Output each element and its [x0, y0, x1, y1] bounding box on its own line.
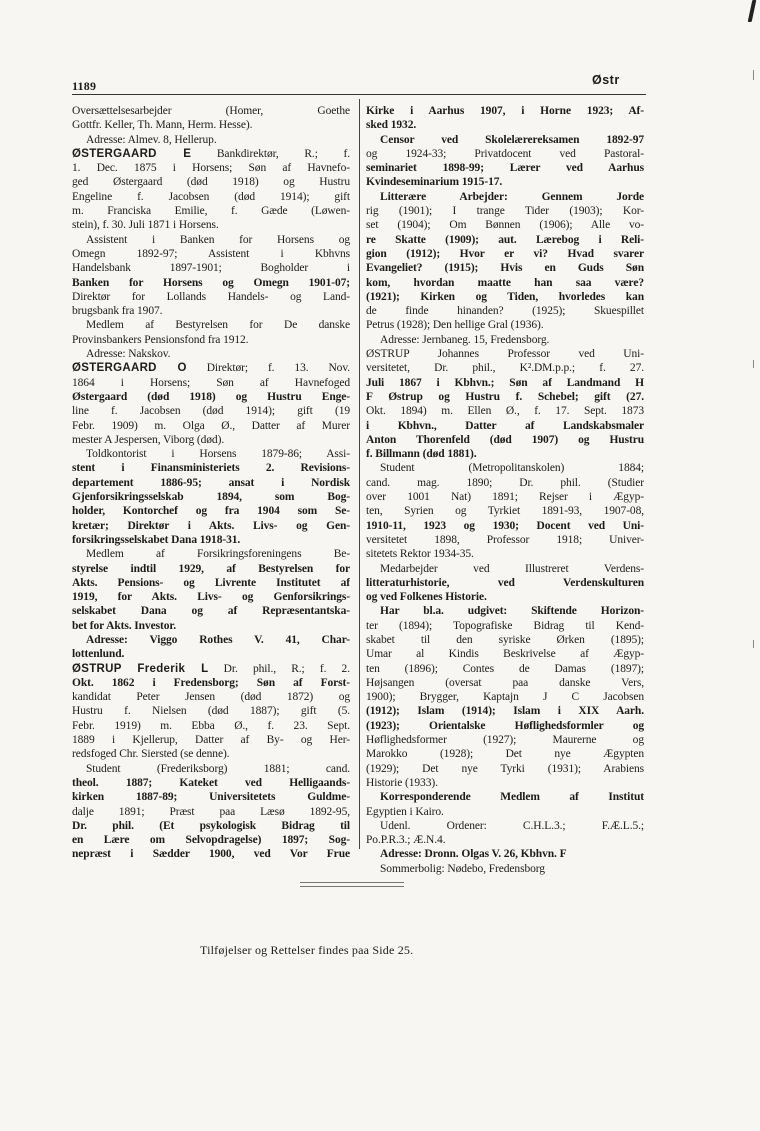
text-line: sitetets Rektor 1934-35. — [366, 548, 474, 561]
text-line: Adresse: Dronn. Olgas V. 26, Kbhvn. F — [380, 848, 567, 861]
text-line: selskabet Dana og af Repræsentantska- — [72, 605, 350, 618]
text-line: departement 1886-95; ansat i Nordisk — [72, 476, 350, 489]
entry-headword-line: ØSTERGAARD E Bankdirektør, R.; f. — [72, 147, 350, 160]
text-line: ten (1896); Contes de Damas (1897); — [366, 662, 644, 675]
text-line: Medarbejder ved Illustreret Verdens- — [380, 562, 644, 575]
text-line: Febr. 1919) m. Ebba Ø., f. 23. Sept. — [72, 719, 350, 732]
text-line: mester A Jespersen, Viborg (død). — [72, 433, 225, 446]
text-line: Okt. 1862 i Fredensborg; Søn af Forst- — [72, 676, 350, 689]
text-line: Evangeliet? (1915); Hvis en Guds Søn — [366, 262, 644, 275]
text-line: holder, Kontorchef og fra 1904 som Se- — [72, 505, 350, 518]
scan-edge-tick — [753, 640, 754, 648]
text-line: Udenl. Ordener: C.H.L.3.; F.Æ.L.5.; — [380, 819, 644, 832]
text-line: Dr. phil. (Et psykologisk Bidrag til — [72, 819, 350, 832]
text-line: Hustru f. Nielsen (død 1887); gift (5. — [72, 705, 350, 718]
text-line: skabet til den syriske Ørken (1895); — [366, 633, 644, 646]
text-line: Adresse: Almev. 8, Hellerup. — [86, 133, 217, 146]
right-column — [366, 104, 644, 876]
text-line: styrelse indtil 1929, af Bestyrelsen for — [72, 562, 350, 575]
text-line: Assistent i Banken for Horsens og — [86, 233, 350, 246]
text-line: Student (Frederiksborg) 1881; cand. — [86, 762, 350, 775]
text-line: Kvindeseminarium 1915-17. — [366, 176, 503, 189]
bottom-rule-upper — [300, 882, 404, 883]
text-line: og 1924-33; Privatdocent ved Pastoral- — [366, 147, 644, 160]
text-line: stent i Finansministeriets 2. Revisions- — [72, 462, 350, 475]
text-line: m. Franciska Emilie, f. Gæde (Løwen- — [72, 205, 350, 218]
entry-headword: ØSTERGAARD O — [72, 362, 187, 375]
text-line: re Skatte (1909); aut. Lærebog i Reli- — [366, 233, 644, 246]
text-line: ten, Syrien og Tyrkiet 1891-93, 1907-08, — [366, 505, 644, 518]
text-line: dalje 1891; Præst paa Læsø 1892-95, — [72, 805, 350, 818]
text-line: (1912); Islam (1914); Islam i XIX Aarh. — [366, 705, 644, 718]
text-line: nepræst i Sædder 1900, ved Vor Frue — [72, 848, 350, 861]
text-line: de finde hinanden? (1925); Skuespillet — [366, 305, 644, 318]
text-line: Juli 1867 i Kbhvn.; Søn af Landmand H — [366, 376, 644, 389]
text-line: ter (1894); Topografiske Bidrag til Kend- — [366, 619, 644, 632]
text-line: (1923); Orientalske Høflighedsformler og — [366, 719, 644, 732]
text-line: Kirke i Aarhus 1907, i Horne 1923; Af- — [366, 105, 644, 117]
text-line: Umar al Kindis Beskrivelse af Ægyp- — [366, 648, 644, 661]
text-line: versitetet 1898, Professor 1918; Univer- — [366, 533, 644, 546]
text-line: Toldkontorist i Horsens 1879-86; Assi- — [86, 448, 350, 461]
text-line: 1900); Brygger, Kaptajn J C Jacobsen — [366, 691, 644, 704]
text-line: forsikringsselskabet Dana 1918-31. — [72, 533, 241, 546]
text-line: F Østrup og Hustru f. Schebel; gift (27. — [366, 390, 644, 403]
text-line: 1864 i Horsens; Søn af Havnefoged — [72, 376, 350, 389]
text-line: Adresse: Jernbaneg. 15, Fredensborg. — [380, 333, 550, 346]
text-line: 1889 i Kjellerup, Datter af By- og Her- — [72, 734, 350, 747]
text-line: kandidat Peter Jensen (død 1872) og — [72, 691, 350, 704]
text-line: set (1904); Om Bønnen (1906); Alle vo- — [366, 219, 644, 232]
text-line: kom, hvordan maatte han saa være? — [366, 276, 644, 289]
text-line: brugsbank fra 1907. — [72, 305, 163, 318]
text-line: Po.P.R.3.; Æ.N.4. — [366, 834, 446, 847]
text-line: sked 1932. — [366, 119, 417, 132]
text-line: Omegn 1892-97; Assistent i Kbhvns — [72, 247, 350, 260]
text-line: Sommerbolig: Nødebo, Fredensborg — [380, 862, 545, 875]
text-line: i Kbhvn., Datter af Landskabsmaler — [366, 419, 644, 432]
text-line: Har bl.a. udgivet: Skiftende Horizon- — [380, 605, 644, 618]
entry-headword-line: ØSTRUP Frederik L Dr. phil., R.; f. 2. — [72, 662, 350, 675]
text-line: 1919, for Akts. Livs- og Genforsikrings- — [72, 591, 350, 604]
text-line: rig (1901); I trange Tider (1903); Kor- — [366, 205, 644, 218]
text-line: 1910-11, 1923 og 1930; Docent ved Uni- — [366, 519, 644, 532]
page-number: 1189 — [72, 79, 97, 93]
entry-headword: ØSTERGAARD E — [72, 147, 192, 160]
text-line: gion (1912); Hvor er vi? Hvad svarer — [366, 247, 644, 260]
scan-edge-tick — [753, 360, 754, 368]
text-line: kirken 1887-89; Universitetets Guldme- — [72, 791, 350, 804]
scan-corner-mark — [748, 0, 757, 22]
text-line: over 1001 Nat) 1891; Rejser i Ægyp- — [366, 491, 644, 504]
text-line: Adresse: Viggo Rothes V. 41, Char- — [86, 633, 350, 646]
text-line: Okt. 1894) m. Ellen Ø., f. 17. Sept. 1873 — [366, 405, 644, 418]
footer-note: Tilføjelser og Rettelser findes paa Side 25. — [200, 943, 414, 957]
text-line: Litterære Arbejder: Gennem Jorde — [380, 190, 644, 203]
text-line: Banken for Horsens og Omegn 1901-07; — [72, 276, 350, 289]
text-line: Marokko (1928); Det nye Ægypten — [366, 748, 644, 761]
bottom-rule-lower — [300, 886, 404, 887]
header-rule — [72, 94, 646, 95]
entry-headword-line: ØSTERGAARD O Direktør; f. 13. Nov. — [72, 362, 350, 375]
text-line: Østergaard (død 1918) og Hustru Enge- — [72, 390, 350, 403]
text-line: Handelsbank 1897-1901; Bogholder i — [72, 262, 350, 275]
text-line: f. Billmann (død 1881). — [366, 448, 477, 461]
text-line: Medlem af Forsikringsforeningens Be- — [86, 548, 350, 561]
text-line: lottenlund. — [72, 648, 125, 661]
text-line: ged Østergaard (død 1918) og Hustru — [72, 176, 350, 189]
text-line: Anton Thorenfeld (død 1907) og Hustru — [366, 433, 644, 446]
text-line: en Lære om Selvopdragelse) 1897; Sog- — [72, 834, 350, 847]
text-line: Korresponderende Medlem af Institut — [380, 791, 644, 804]
running-head: Østr — [592, 73, 620, 87]
text-line: Provinsbankers Pensionsfond fra 1912. — [72, 333, 249, 346]
text-line: Censor ved Skolelærereksamen 1892-97 — [380, 133, 644, 146]
text-line: stein), f. 30. Juli 1871 i Horsens. — [72, 219, 219, 232]
text-line: theol. 1887; Kateket ved Helligaands- — [72, 776, 350, 789]
column-divider — [359, 99, 360, 849]
text-line: Egyptien i Kairo. — [366, 805, 444, 818]
text-line: Petrus (1928); Den hellige Gral (1936). — [366, 319, 544, 332]
text-line: redsfoged Chr. Siersted (se denne). — [72, 748, 230, 761]
text-line: Student (Metropolitanskolen) 1884; — [380, 462, 644, 475]
text-line: Oversættelsesarbejder (Homer, Goethe — [72, 105, 350, 117]
text-line: Høflighedsformer (1927); Maurerne og — [366, 734, 644, 747]
text-line: (1921); Kirken og Tiden, hvorledes kan — [366, 290, 644, 303]
text-line: 1. Dec. 1875 i Horsens; Søn af Havnefo- — [72, 162, 350, 175]
text-line: Direktør for Lollands Handels- og Land- — [72, 290, 350, 303]
text-line: Febr. 1909) m. Olga Ø., Datter af Murer — [72, 419, 350, 432]
entry-headword: ØSTRUP Frederik L — [72, 662, 209, 675]
text-line: versitetet, Dr. phil., K².DM.p.p.; f. 27. — [366, 362, 644, 375]
text-line: Gjenforsikringsselskab 1894, som Bog- — [72, 491, 350, 504]
text-line: kretær; Direktør i Akts. Livs- og Gen- — [72, 519, 350, 532]
text-line: seminariet 1898-99; Lærer ved Aarhus — [366, 162, 644, 175]
text-line: litteraturhistorie, ved Verdenskulturen — [366, 576, 644, 589]
text-line: line f. Jacobsen (død 1914); gift (19 — [72, 405, 350, 418]
text-line: Gottfr. Keller, Th. Mann, Herm. Hesse). — [72, 119, 253, 132]
scan-edge-tick — [753, 70, 754, 80]
text-line: Medlem af Bestyrelsen for De danske — [86, 319, 350, 332]
entry-headword-line: ØSTRUP Johannes Professor ved Uni- — [366, 348, 644, 361]
text-line: Højsangen (oversat paa danske Vers, — [366, 676, 644, 689]
text-line: bet for Akts. Investor. — [72, 619, 177, 632]
text-line: cand. mag. 1890; Dr. phil. (Studier — [366, 476, 644, 489]
text-line: Engeline f. Jacobsen (død 1914); gift — [72, 190, 350, 203]
text-line: Adresse: Nakskov. — [86, 348, 171, 361]
text-line: Akts. Pensions- og Livrente Institutet af — [72, 576, 350, 589]
text-line: Historie (1933). — [366, 776, 438, 789]
left-column — [72, 104, 350, 862]
text-line: og ved Folkenes Historie. — [366, 591, 487, 604]
text-line: (1929); Det nye Tyrki (1931); Arabiens — [366, 762, 644, 775]
